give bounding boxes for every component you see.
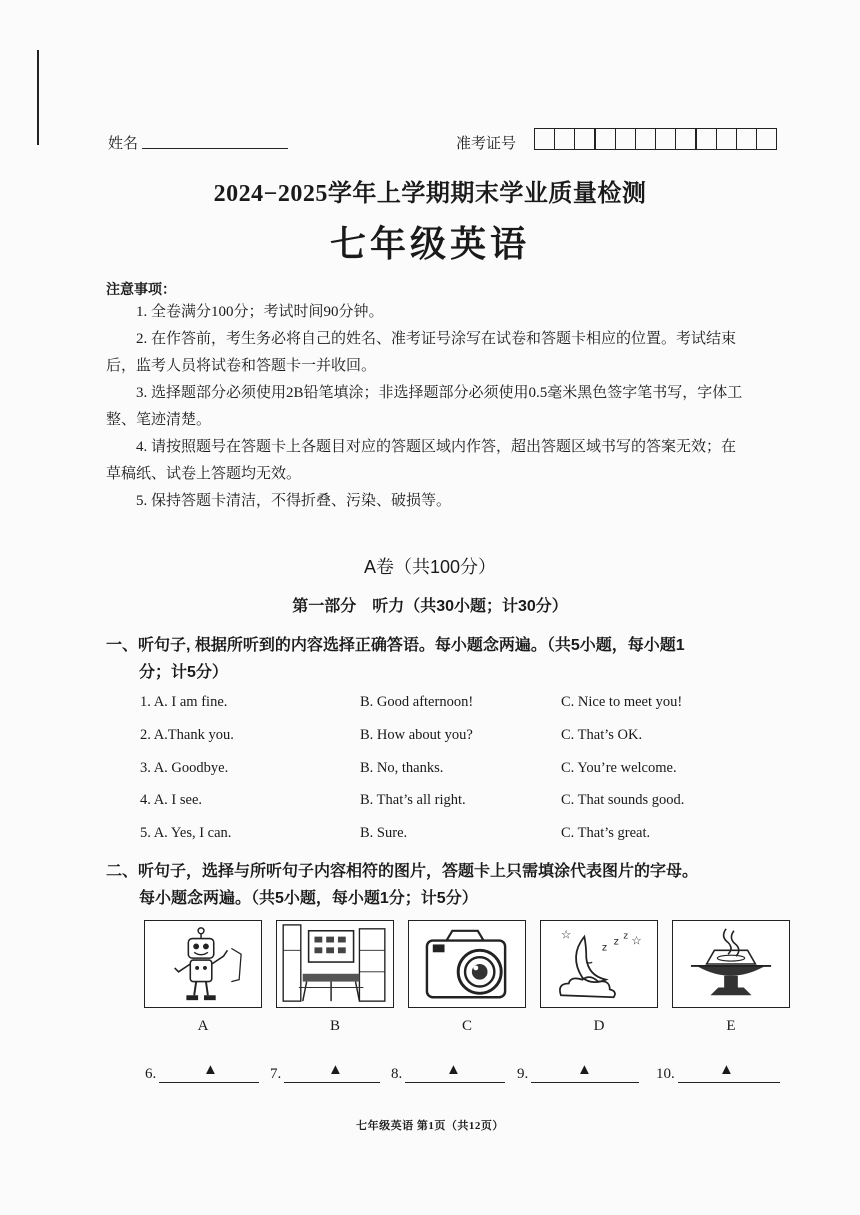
notice-item: 4. 请按照题号在答题卡上各题目对应的答题区域内作答，超出答题区域书写的答案无效；在 [136, 439, 737, 455]
notice-title: 注意事项： [106, 283, 176, 298]
option-b: B. Sure. [360, 825, 408, 841]
option-b: B. No, thanks. [360, 760, 444, 776]
picture-e [672, 920, 790, 1008]
question-2 [140, 727, 820, 749]
subject-title: 七年级英语 [329, 224, 530, 264]
notice-item: 整、笔迹清楚。 [106, 412, 212, 428]
section-2-title-line: 每小题念两遍。（共5小题，每小题1分；计5分） [139, 890, 478, 907]
svg-text:☆: ☆ [560, 927, 572, 942]
option-b: B. Good afternoon! [360, 694, 474, 710]
blank-number: 9. [517, 1066, 529, 1082]
triangle-mark-icon: ▲ [203, 1062, 218, 1078]
exam-id-label: 准考证号 [456, 136, 517, 152]
exam-id-digit-box[interactable] [716, 128, 738, 150]
blank-number: 10. [656, 1066, 675, 1082]
section-1-title [106, 632, 810, 686]
notice-item: 草稿纸、试卷上答题均无效。 [106, 466, 302, 482]
option-c: C. You’re welcome. [561, 760, 677, 776]
option-a: 3. A. Goodbye. [140, 760, 229, 776]
camera-icon [409, 921, 525, 1007]
blank-number: 7. [270, 1066, 282, 1082]
svg-text:z: z [623, 931, 629, 942]
option-c: C. That’s great. [561, 825, 651, 841]
option-a: 1. A. I am fine. [140, 694, 228, 710]
exam-id-digit-box[interactable] [635, 128, 657, 150]
blank-number: 6. [145, 1066, 157, 1082]
triangle-mark-icon: ▲ [719, 1062, 734, 1078]
picture-b [276, 920, 394, 1008]
exam-id-digit-box[interactable] [574, 128, 596, 150]
part-1-heading: 第一部分 听力（共30小题；计30分） [292, 598, 568, 615]
section-1-title-line: 一、听句子, 根据所听到的内容选择正确答语。每小题念两遍。（共5小题，每小题1 [106, 637, 685, 654]
picture-label: B [329, 1018, 340, 1034]
part-a-heading: A卷（共100分） [363, 557, 497, 577]
picture-c [408, 920, 526, 1008]
picture-label: C [461, 1018, 472, 1034]
section-2-title-line: 二、听句子，选择与所听句子内容相符的图片，答题卡上只需填涂代表图片的字母。 [106, 863, 699, 880]
notice-item: 1. 全卷满分100分；考试时间90分钟。 [136, 304, 384, 320]
name-field[interactable] [142, 148, 288, 149]
exam-id-digit-box[interactable] [534, 128, 556, 150]
question-4 [140, 792, 820, 814]
exam-id-digit-box[interactable] [675, 128, 697, 150]
picture-a [144, 920, 262, 1008]
page-footer: 七年级英语 第1页（共12页） [356, 1120, 504, 1132]
picture-label: D [593, 1018, 605, 1034]
svg-text:z: z [613, 936, 619, 948]
option-b: B. How about you? [360, 727, 473, 743]
section-1-title-line: 分；计5分） [139, 664, 228, 681]
option-c: C. That sounds good. [561, 792, 685, 808]
option-c: C. Nice to meet you! [561, 694, 683, 710]
sleeping-moon-icon [541, 921, 657, 1007]
exam-id-digit-box[interactable] [594, 128, 616, 150]
blank-number: 8. [391, 1066, 403, 1082]
svg-text:☆: ☆ [631, 933, 642, 948]
section-2-title [106, 858, 810, 912]
notice-item: 3. 选择题部分必须使用2B铅笔填涂；非选择题部分必须使用0.5毫米黑色签字笔书写，字体工 [136, 385, 743, 401]
option-a: 2. A.Thank you. [140, 727, 234, 743]
picture-d [540, 920, 658, 1008]
exam-id-digit-box[interactable] [695, 128, 717, 150]
question-5 [140, 825, 820, 847]
notice-list [106, 299, 810, 515]
option-a: 4. A. I see. [140, 792, 203, 808]
triangle-mark-icon: ▲ [577, 1062, 592, 1078]
answer-blanks [145, 1062, 785, 1086]
margin-line [37, 50, 39, 145]
candidate-info-row [108, 128, 800, 156]
option-b: B. That’s all right. [360, 792, 466, 808]
exam-id-digit-box[interactable] [655, 128, 677, 150]
picture-label: A [197, 1018, 209, 1034]
picture-label: E [726, 1018, 736, 1034]
notice-item: 5. 保持答题卡清洁，不得折叠、污染、破损等。 [136, 493, 452, 509]
exam-id-digit-box[interactable] [756, 128, 778, 150]
robot-icon [145, 921, 261, 1007]
exam-title: 2024−2025学年上学期期末学业质量检测 [213, 181, 647, 207]
exam-id-field[interactable] [535, 128, 777, 150]
exam-id-digit-box[interactable] [554, 128, 576, 150]
exam-id-digit-box[interactable] [615, 128, 637, 150]
notice-item: 后，监考人员将试卷和答题卡一并收回。 [106, 358, 377, 374]
classroom-icon [277, 921, 393, 1007]
name-label: 姓名 [108, 136, 139, 152]
question-1 [140, 694, 820, 716]
svg-text:z: z [601, 942, 608, 954]
question-3 [140, 760, 820, 782]
hotpot-icon [673, 921, 789, 1007]
option-a: 5. A. Yes, I can. [140, 825, 232, 841]
exam-id-digit-box[interactable] [736, 128, 758, 150]
triangle-mark-icon: ▲ [328, 1062, 343, 1078]
option-c: C. That’s OK. [561, 727, 643, 743]
triangle-mark-icon: ▲ [446, 1062, 461, 1078]
notice-item: 2. 在作答前，考生务必将自己的姓名、准考证号涂写在试卷和答题卡相应的位置。考试结束 [136, 331, 737, 347]
